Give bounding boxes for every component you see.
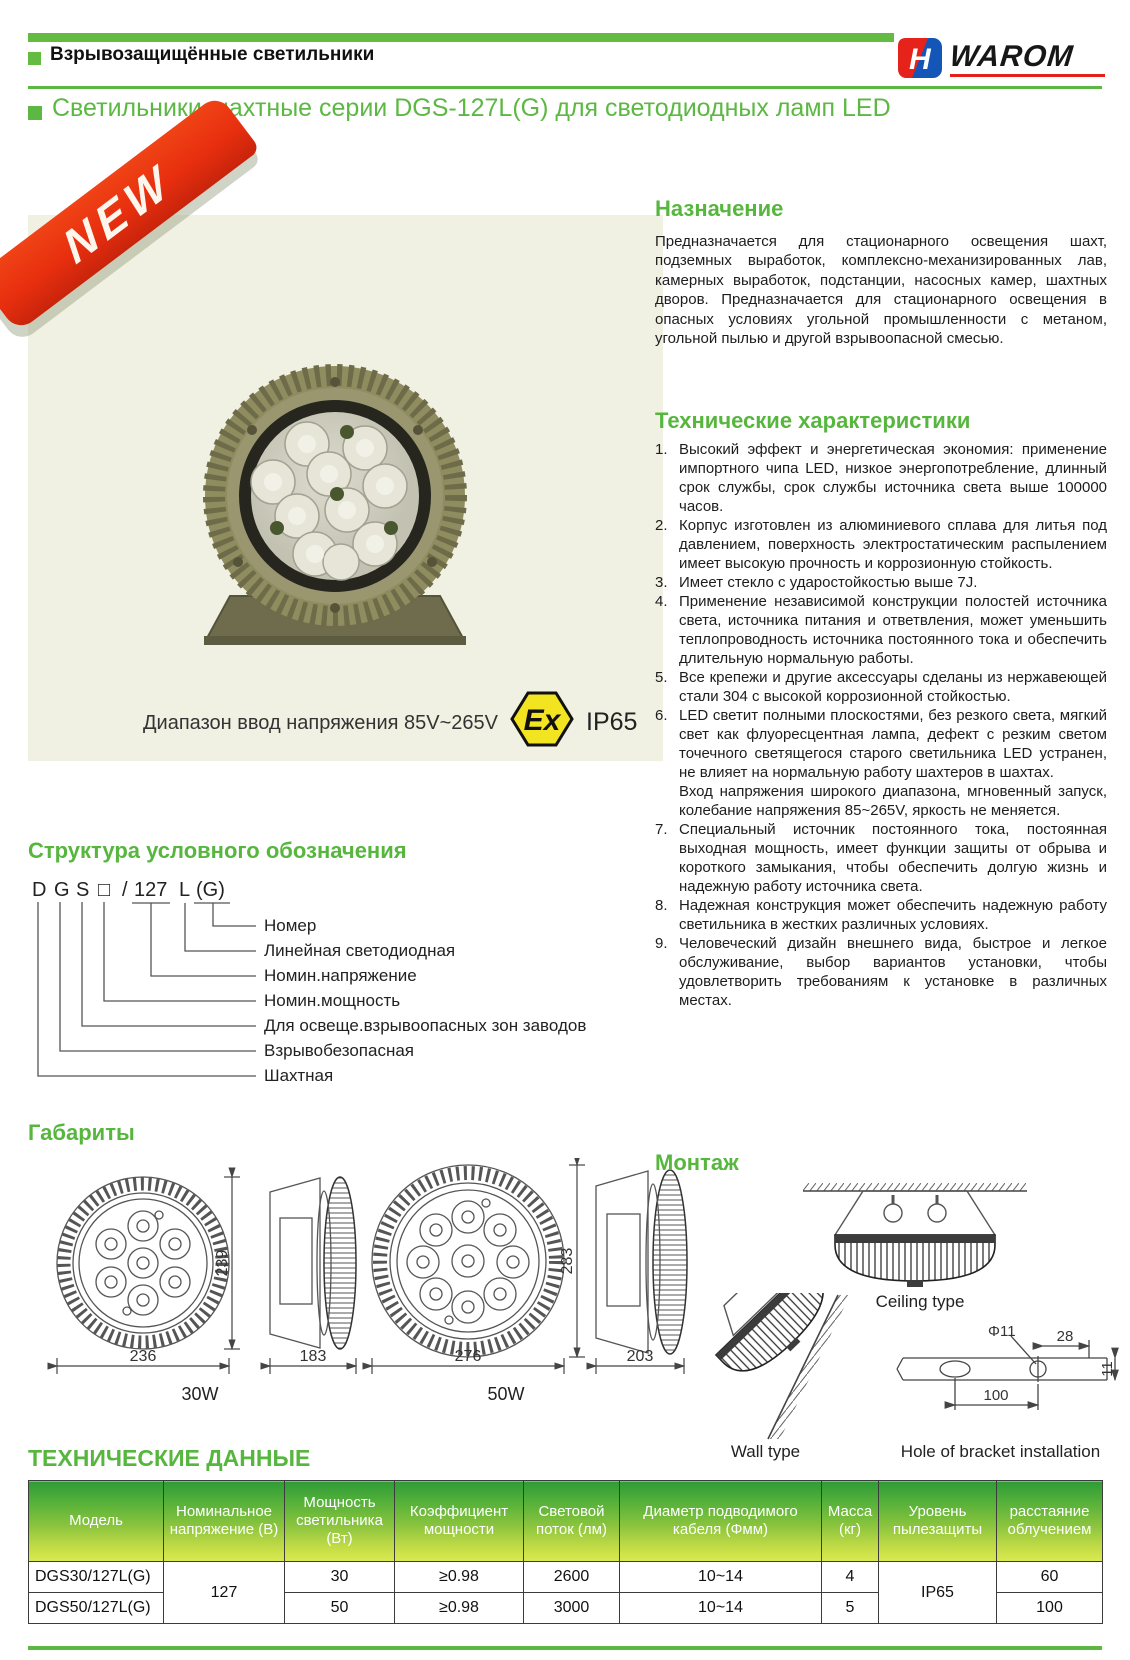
svg-text:L: L	[179, 879, 191, 901]
spec-item: 2. Корпус изготовлен из алюминиевого сплава для литья под давлением, поверхность электростатическим распылением имеет высокую прочность и коррозионную стойкость.	[655, 517, 1107, 572]
structure-labels	[264, 916, 586, 1085]
cell-model: DGS50/127L(G)	[29, 1593, 164, 1624]
bracket-hole-caption: Hole of bracket installation	[900, 1442, 1101, 1461]
cell-voltage-merged: 127	[164, 1562, 285, 1624]
cell-mass: 5	[822, 1593, 879, 1624]
col-cable: Диаметр подводимого кабеля (Φмм)	[620, 1481, 822, 1562]
structure-heading: Структура условного обозначения	[28, 838, 407, 863]
brand-wordmark: WAROM	[948, 40, 1076, 73]
page-title: Светильники шахтные серии DGS-127L(G) для светодиодных ламп LED	[52, 94, 891, 122]
mounting-heading: Монтаж	[655, 1150, 739, 1175]
table-header-row	[29, 1481, 1103, 1562]
col-mass: Масса (кг)	[822, 1481, 879, 1562]
dim-height-50w: 283	[559, 1247, 576, 1275]
warom-logo-icon	[896, 36, 946, 80]
spec-item: 6. LED светит полными плоскостями, без резкого света, мягкий свет как флуоресцентная лампа, дефект с резким светом точечного светящегося старого светильника LED устранен, не влияет на нормальную работу шахтеров в шахтах.	[655, 707, 1107, 781]
cell-cable: 10~14	[620, 1562, 822, 1593]
svg-text:Шахтная: Шахтная	[264, 1066, 334, 1085]
brand-underline	[950, 74, 1105, 77]
bracket-dim-100: 100	[983, 1387, 1009, 1404]
dim-height-30w: 239	[214, 1249, 231, 1277]
col-flux: Световой поток (лм)	[524, 1481, 620, 1562]
dim-width-30w: 236	[129, 1348, 157, 1365]
specs-heading: Технические характеристики	[655, 408, 971, 433]
front-view-50w	[372, 1165, 564, 1357]
svg-text:Взрывобезопасная: Взрывобезопасная	[264, 1041, 414, 1060]
ceiling-mount-drawing	[795, 1183, 1035, 1294]
ex-mark-icon	[510, 690, 574, 753]
technical-data-table	[28, 1480, 1103, 1624]
spec-item: 4. Применение независимой конструкции полостей источника света, источника питания и ответвления, может уменьшить теплопроводность источника постоянного тока и обеспечить длительную нормальную работы.	[655, 593, 1107, 667]
cell-power: 30	[285, 1562, 395, 1593]
col-distance: расстаяние облучением	[997, 1481, 1103, 1562]
col-pf: Коэффициент мощности	[395, 1481, 524, 1562]
cell-pf: ≥0.98	[395, 1562, 524, 1593]
specs-list	[655, 440, 1107, 1010]
cell-ip-merged: IP65	[879, 1562, 997, 1624]
col-model: Модель	[29, 1481, 164, 1562]
dim-side-50w: 203	[626, 1348, 654, 1365]
header-divider	[28, 86, 1102, 89]
new-ribbon-label: NEW	[55, 152, 181, 274]
cell-pf: ≥0.98	[395, 1593, 524, 1624]
footer-line	[28, 1646, 1102, 1650]
top-green-bar	[28, 33, 894, 42]
side-view-50w	[596, 1170, 687, 1354]
spec-item: 7. Специальный источник постоянного тока, постоянная выходная мощность, имеет функции защиты от обрыва и короткого замыкания, чтобы обеспечить долгую жизнь и надежную работу источника света.	[655, 821, 1107, 895]
dimensions-drawings	[28, 1158, 688, 1413]
svg-text:Номин.напряжение: Номин.напряжение	[264, 966, 417, 985]
svg-text:Для освеще.взрывоопасных зон з: Для освеще.взрывоопасных зон заводов	[264, 1016, 587, 1035]
cell-power: 50	[285, 1593, 395, 1624]
dimensions-heading: Габариты	[28, 1120, 135, 1145]
category-bullet	[28, 52, 41, 65]
wall-type-caption: Wall type	[730, 1442, 801, 1461]
svg-text:(G): (G)	[196, 879, 225, 901]
title-bullet	[28, 106, 42, 120]
table-heading: ТЕХНИЧЕСКИЕ ДАННЫЕ	[28, 1445, 311, 1471]
label-50w: 50W	[487, 1384, 525, 1404]
cell-cable: 10~14	[620, 1593, 822, 1624]
col-ip: Уровень пылезащиты	[879, 1481, 997, 1562]
bracket-hole-dia: Φ11	[988, 1323, 1016, 1340]
svg-text:Номин.мощность: Номин.мощность	[264, 991, 401, 1010]
cell-flux: 3000	[524, 1593, 620, 1624]
voltage-note: Диапазон ввод напряжения 85V~265V	[143, 712, 498, 734]
cell-distance: 60	[997, 1562, 1103, 1593]
spec-item: 5. Все крепежи и другие аксессуары сделаны из нержавеющей стали 304 с высокой коррозионной стойкостью.	[655, 669, 1107, 705]
table-row	[29, 1562, 1103, 1593]
svg-text:□: □	[98, 879, 111, 901]
dim-width-50w: 276	[454, 1348, 482, 1365]
cell-mass: 4	[822, 1562, 879, 1593]
front-view-30w	[57, 1177, 229, 1349]
col-power: Мощность светильника (Вт)	[285, 1481, 395, 1562]
svg-text:Номер: Номер	[264, 916, 317, 935]
bracket-dim-11: 11	[1099, 1361, 1116, 1377]
purpose-body: Предназначается для стационарного освещения шахт, подземных выработок, комплексно-механизированных лав, камерных выработок, подстанции, насосных камер, шахтных дворов. Предназначается для стационарного освещения в опасных условиях угольной промышленности с метаном, угольной пылью и другой взрывоопасной смесью.	[655, 233, 1107, 348]
structure-diagram	[28, 878, 648, 1095]
spec-item: 1. Высокий эффект и энергетическая экономия: применение импортного чипа LED, низкое энергопотребление, длинный срок службы, срок службы источника света выше 100000 часов.	[655, 441, 1107, 515]
svg-text:Линейная светодиодная: Линейная светодиодная	[264, 941, 456, 960]
product-photo	[160, 348, 510, 655]
svg-text:/: /	[122, 879, 128, 901]
svg-text:G: G	[54, 879, 70, 901]
spec-item: 9. Человеческий дизайн внешнего вида, быстрое и легкое обслуживание, выбор вариантов установки, чтобы удовлетворить требованиям к установке в различных местах.	[655, 935, 1107, 1009]
ex-mark-text: Ex	[523, 704, 561, 737]
cell-distance: 100	[997, 1593, 1103, 1624]
svg-text:127: 127	[134, 879, 168, 901]
side-view-30w	[270, 1177, 356, 1349]
svg-text:S: S	[76, 879, 90, 901]
bracket-dim-28: 28	[1056, 1328, 1074, 1345]
dim-side-30w: 183	[299, 1348, 327, 1365]
col-voltage: Номинальное напряжение (В)	[164, 1481, 285, 1562]
ip-rating: IP65	[586, 708, 638, 736]
spec-item: 3. Имеет стекло с ударостойкостью выше 7J.	[655, 574, 978, 591]
svg-text:D: D	[32, 879, 47, 901]
ceiling-type-caption: Ceiling type	[875, 1292, 965, 1311]
spec-item: Вход напряжения широкого диапазона, мгновенный запуск, колебание напряжения 85~265V, яркость не меняется.	[679, 783, 1107, 819]
spec-item: 8. Надежная конструкция может обеспечить надежную работу светильника в жестких различных условиях.	[655, 897, 1107, 933]
wall-mount-drawing	[688, 1293, 868, 1446]
cell-model: DGS30/127L(G)	[29, 1562, 164, 1593]
cell-flux: 2600	[524, 1562, 620, 1593]
svg-text:H: H	[909, 43, 931, 76]
bracket-hole-drawing	[893, 1318, 1123, 1431]
label-30w: 30W	[181, 1384, 219, 1404]
category-label: Взрывозащищённые светильники	[50, 44, 375, 65]
purpose-heading: Назначение	[655, 196, 784, 221]
